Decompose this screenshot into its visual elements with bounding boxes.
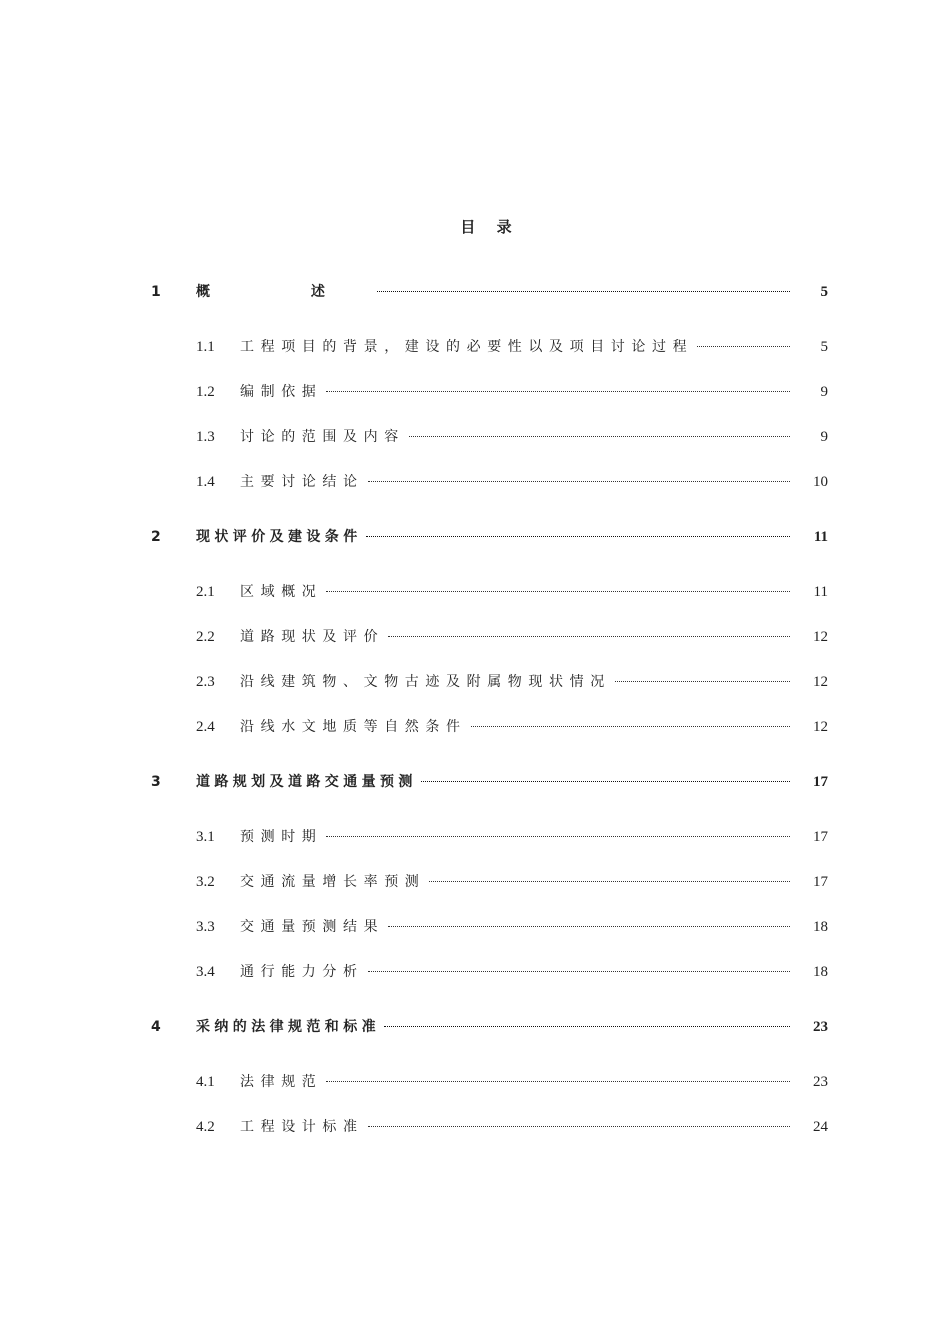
dot-leader <box>326 591 790 592</box>
toc-entry-title <box>240 471 790 493</box>
toc-entry-page: 17 <box>813 774 828 790</box>
toc-entry-number: 1.1 <box>196 339 215 355</box>
dot-leader <box>429 881 790 882</box>
dot-leader <box>368 971 790 972</box>
toc-entry-page: 17 <box>813 829 828 845</box>
toc-entry-2-1[interactable] <box>0 581 950 603</box>
toc-entry-text: 编制依据 <box>240 384 323 400</box>
toc-entry-3-2[interactable] <box>0 871 950 893</box>
toc-entry-3-4[interactable] <box>0 961 950 983</box>
dot-leader <box>366 536 790 537</box>
toc-entry-page: 9 <box>820 429 828 445</box>
toc-entry-page: 12 <box>813 719 828 735</box>
toc-entry-1-1[interactable] <box>0 336 950 358</box>
toc-entry-text: 工程项目的背景，建设的必要性以及项目讨论过程 <box>240 339 694 355</box>
toc-entry-text: 道路规划及道路交通量预测 <box>196 774 417 790</box>
toc-entry-title <box>196 771 790 793</box>
toc-entry-text: 沿线水文地质等自然条件 <box>240 719 467 735</box>
dot-leader <box>377 291 790 292</box>
toc-entry-title <box>240 626 790 648</box>
toc-entry-2-3[interactable] <box>0 671 950 693</box>
toc-entry-page: 23 <box>813 1019 828 1035</box>
toc-entry-title <box>240 1071 790 1093</box>
toc-entry-2-4[interactable] <box>0 716 950 738</box>
toc-entry-title <box>240 426 790 448</box>
toc-entry-number: 2.2 <box>196 629 215 645</box>
toc-entry-3[interactable] <box>0 771 950 793</box>
toc-entry-title <box>240 336 790 358</box>
dot-leader <box>471 726 790 727</box>
toc-entry-number: 1 <box>151 284 161 300</box>
dot-leader <box>368 1126 790 1127</box>
dot-leader <box>697 346 790 347</box>
toc-entry-page: 12 <box>813 674 828 690</box>
toc-entry-2-2[interactable] <box>0 626 950 648</box>
toc-entry-text: 区域概况 <box>240 584 323 600</box>
toc-entry-text: 工程设计标准 <box>240 1119 364 1135</box>
toc-entry-number: 4 <box>151 1019 161 1035</box>
toc-entry-page: 18 <box>813 964 828 980</box>
toc-entry-number: 3.2 <box>196 874 215 890</box>
toc-entry-number: 2.4 <box>196 719 215 735</box>
toc-entry-text: 现状评价及建设条件 <box>196 529 362 545</box>
toc-entry-text: 法律规范 <box>240 1074 323 1090</box>
dot-leader <box>388 926 790 927</box>
toc-entry-title <box>240 1116 790 1138</box>
toc-entry-4-1[interactable] <box>0 1071 950 1093</box>
toc-entry-number: 4.2 <box>196 1119 215 1135</box>
toc-entry-1-3[interactable] <box>0 426 950 448</box>
toc-entry-page: 24 <box>813 1119 828 1135</box>
toc-entry-number: 2.1 <box>196 584 215 600</box>
toc-entry-3-3[interactable] <box>0 916 950 938</box>
dot-leader <box>388 636 790 637</box>
toc-entry-number: 4.1 <box>196 1074 215 1090</box>
toc-entry-page: 23 <box>813 1074 828 1090</box>
toc-entry-number: 3.1 <box>196 829 215 845</box>
toc-entry-text: 沿线建筑物、文物古迹及附属物现状情况 <box>240 674 611 690</box>
toc-entry-4-2[interactable] <box>0 1116 950 1138</box>
toc-entry-text: 预测时期 <box>240 829 323 845</box>
toc-entry-page: 12 <box>813 629 828 645</box>
toc-entry-text: 交通量预测结果 <box>240 919 385 935</box>
toc-entry-number: 3.4 <box>196 964 215 980</box>
toc-entry-3-1[interactable] <box>0 826 950 848</box>
toc-entry-title <box>196 526 790 548</box>
toc-entry-text: 讨论的范围及内容 <box>240 429 405 445</box>
toc-entry-page: 18 <box>813 919 828 935</box>
toc-entry-number: 3.3 <box>196 919 215 935</box>
toc-entry-number: 1.4 <box>196 474 215 490</box>
toc-entry-page: 17 <box>813 874 828 890</box>
dot-leader <box>409 436 790 437</box>
toc-entry-title <box>196 281 790 303</box>
toc-entry-title <box>240 961 790 983</box>
toc-entry-text: 交通流量增长率预测 <box>240 874 426 890</box>
toc-entry-number: 1.3 <box>196 429 215 445</box>
toc-entry-title <box>240 871 790 893</box>
toc-entry-page: 11 <box>813 529 828 545</box>
toc-entry-title <box>196 1016 790 1038</box>
toc-entry-1-2[interactable] <box>0 381 950 403</box>
dot-leader <box>326 836 790 837</box>
toc-entry-text: 通行能力分析 <box>240 964 364 980</box>
dot-leader <box>326 391 790 392</box>
toc-entry-number: 2 <box>151 529 161 545</box>
toc-entry-title <box>240 671 790 693</box>
toc-entry-1[interactable] <box>0 281 950 303</box>
toc-entry-number: 1.2 <box>196 384 215 400</box>
toc-entry-page: 5 <box>820 339 828 355</box>
toc-entry-page: 11 <box>813 584 828 600</box>
dot-leader <box>421 781 790 782</box>
toc-entry-number: 3 <box>151 774 161 790</box>
toc-entry-2[interactable] <box>0 526 950 548</box>
toc-entry-title <box>240 581 790 603</box>
toc-entry-1-4[interactable] <box>0 471 950 493</box>
toc-entry-text: 采纳的法律规范和标准 <box>196 1019 380 1035</box>
dot-leader <box>615 681 790 682</box>
toc-entry-title <box>240 826 790 848</box>
dot-leader <box>326 1081 790 1082</box>
toc-entry-title <box>240 716 790 738</box>
toc-entry-text: 道路现状及评价 <box>240 629 385 645</box>
toc-entry-4[interactable] <box>0 1016 950 1038</box>
dot-leader <box>368 481 790 482</box>
toc-entry-page: 5 <box>820 284 828 300</box>
toc-entry-number: 2.3 <box>196 674 215 690</box>
toc-entry-page: 9 <box>820 384 828 400</box>
toc-entry-title <box>240 916 790 938</box>
toc-title: 目 录 <box>460 218 520 236</box>
toc-entry-title <box>240 381 790 403</box>
toc-entry-text: 概 述 <box>196 284 373 300</box>
toc-entry-page: 10 <box>813 474 828 490</box>
dot-leader <box>384 1026 790 1027</box>
toc-entry-text: 主要讨论结论 <box>240 474 364 490</box>
